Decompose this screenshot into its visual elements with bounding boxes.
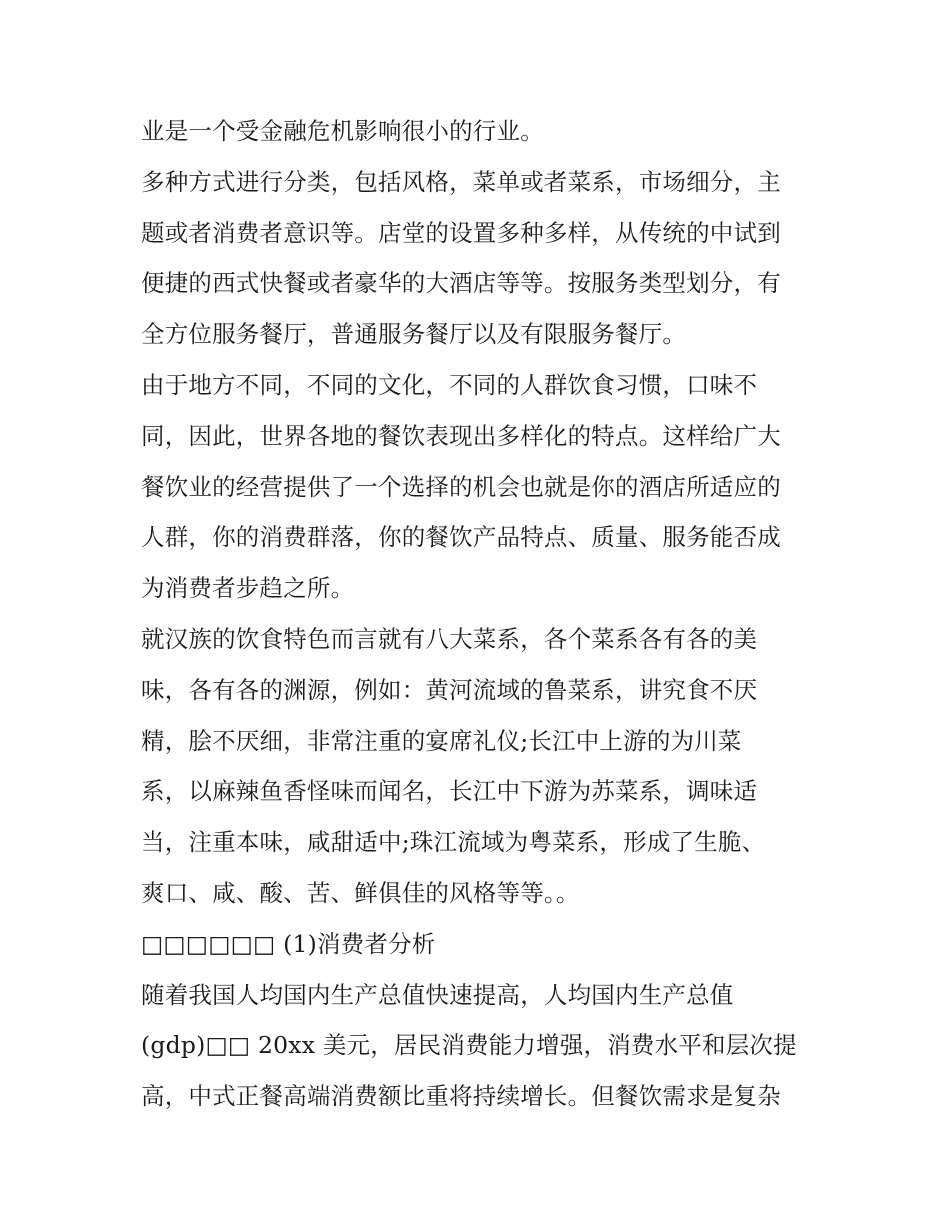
text-line: 餐饮业的经营提供了一个选择的机会也就是你的酒店所适应的 xyxy=(141,472,781,501)
body-text xyxy=(141,106,821,1122)
text-line: 系，以麻辣鱼香怪味而闻名，长江中下游为苏菜系，调味适 xyxy=(141,777,758,806)
text-line: 味，各有各的渊源，例如：黄河流域的鲁菜系，讲究食不厌 xyxy=(141,675,758,704)
text-line: 题或者消费者意识等。店堂的设置多种多样，从传统的中试到 xyxy=(141,218,781,247)
text-line: 全方位服务餐厅，普通服务餐厅以及有限服务餐厅。 xyxy=(141,320,687,349)
text-line: 为消费者步趋之所。 xyxy=(141,574,355,603)
text-line: 当，注重本味，咸甜适中;珠江流域为粤菜系，形成了生脆、 xyxy=(141,828,766,857)
text-line: 高，中式正餐高端消费额比重将持续增长。但餐饮需求是复杂 xyxy=(141,1082,781,1111)
text-line: (gdp)□□ 20xx 美元，居民消费能力增强，消费水平和层次提 xyxy=(141,1031,797,1060)
text-line: 人群，你的消费群落，你的餐饮产品特点、质量、服务能否成 xyxy=(141,523,781,552)
text-line: 随着我国人均国内生产总值快速提高，人均国内生产总值 xyxy=(141,980,734,1009)
text-line: 业是一个受金融危机影响很小的行业。 xyxy=(141,117,544,145)
text-line: 便捷的西式快餐或者豪华的大酒店等等。按服务类型划分，有 xyxy=(141,269,781,298)
text-line: 精，脍不厌细，非常注重的宴席礼仪;长江中上游的为川菜 xyxy=(141,726,742,755)
text-line: 多种方式进行分类，包括风格，菜单或者菜系，市场细分，主 xyxy=(141,167,781,196)
section-heading: □□□□□□ (1)消费者分析 xyxy=(141,929,436,958)
text-line: 由于地方不同，不同的文化，不同的人群饮食习惯，口味不 xyxy=(141,370,758,399)
text-line: 爽口、咸、酸、苦、鲜俱佳的风格等等。。 xyxy=(141,878,580,907)
text-line: 就汉族的饮食特色而言就有八大菜系，各个菜系各有各的美 xyxy=(141,624,758,653)
text-line: 同，因此，世界各地的餐饮表现出多样化的特点。这样给广大 xyxy=(141,421,781,450)
